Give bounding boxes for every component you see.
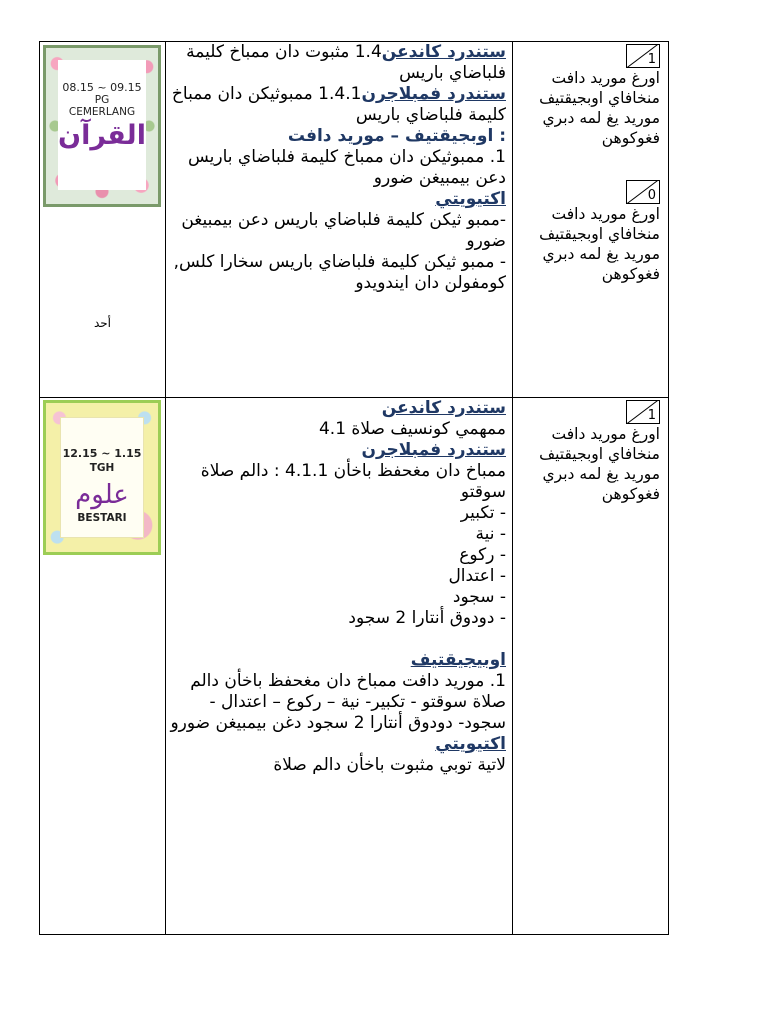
content-line: - تكبير xyxy=(460,503,506,523)
lesson-row-1 xyxy=(40,42,669,398)
slot-time: 08.15 ~ 09.15 xyxy=(62,81,142,94)
content-standard-heading: ستندرد كاندعن xyxy=(381,398,506,418)
learning-standard-heading: ستندرد فمبلاجرن xyxy=(361,440,506,460)
student-count-box: 1 xyxy=(626,44,660,68)
content-line: - سجود xyxy=(452,587,506,607)
slot-tag: CEMERLANG xyxy=(68,106,136,118)
content-line: - ممبو ثيكن كليمة فلباضاي باريس سخارا كلس, كومفولن دان ايندويدو xyxy=(173,252,506,293)
reflection-text: اورغ موريد دافت منخافاي اوبجيقتيف موريد يغ لمه دبري فغوكوهن xyxy=(539,69,660,147)
content-line: لاتية توبي مثبوت باخأن دالم صلاة xyxy=(273,755,506,775)
slot-period: PG xyxy=(94,94,110,106)
slot-time: 12.15 ~ 1.15 xyxy=(62,447,142,460)
lesson-row-2 xyxy=(40,398,669,935)
activity-heading: اكتيويتي xyxy=(435,189,506,209)
rose-frame-image xyxy=(43,45,161,207)
student-count-box: 0 xyxy=(626,180,660,204)
content-line: ممهمي كونسيف صلاة 4.1 xyxy=(318,419,506,439)
slot-tag: BESTARI xyxy=(77,512,127,524)
activity-heading: اكتيويتي xyxy=(435,734,506,754)
objective-heading: اوبيجيقتيف xyxy=(410,650,506,670)
time-cell xyxy=(40,42,166,398)
lesson-content xyxy=(166,42,513,398)
reflection-text: اورغ موريد دافت منخافاي اوبجيقتيف موريد يغ لمه دبري فغوكوهن xyxy=(539,205,660,283)
content-line: - دودوق أنتارا 2 سجود xyxy=(348,608,506,628)
objective-heading: : اوبجيقتيف – موريد دافت xyxy=(287,126,506,146)
time-cell xyxy=(40,398,166,935)
content-line: -ممبو ثيكن كليمة فلباضاي باريس دعن بيمبيغن ضورو xyxy=(181,210,506,251)
slot-period: TGH xyxy=(89,462,115,474)
content-line: ستندرد كاندعن1.4 مثبوت دان ممباخ كليمة فلباضاي باريس xyxy=(186,42,506,83)
content-line: ممباخ دان مغحفظ باخأن 4.1.1 : دالم صلاة سوقتو xyxy=(200,461,506,502)
day-label: أحد xyxy=(93,316,112,330)
subject-title: القرآن xyxy=(58,120,146,151)
content-line: ستندرد فمبلاجرن1.4.1 ممبوثيكن دان ممباخ كليمة فلباضاي باريس xyxy=(171,84,506,125)
reflection-cell xyxy=(513,42,669,398)
reflection-text: اورغ موريد دافت منخافاي اوبجيقتيف موريد يغ لمه دبري فغوكوهن xyxy=(539,425,660,503)
lesson-content xyxy=(166,398,513,935)
flower-frame-image xyxy=(43,400,161,555)
content-line: - نية xyxy=(475,524,506,544)
content-line: 1. موريد دافت ممباخ دان مغحفظ باخأن دالم صلاة سوقتو - تكبير- نية – ركوع – اعتدال - سجود- دودوق أنتارا 2 سجود دغن بيمبيغن ضورو xyxy=(170,671,506,733)
content-line: - ركوع xyxy=(459,545,506,565)
reflection-cell xyxy=(513,398,669,935)
blank-line xyxy=(170,629,506,650)
lesson-plan-table xyxy=(39,41,669,935)
subject-title: علوم xyxy=(75,480,129,510)
student-count-box: 1 xyxy=(626,400,660,424)
content-line: - اعتدال xyxy=(448,566,506,586)
content-line: 1. ممبوثيكن دان ممباخ كليمة فلباضاي باريس دعن بيمبيغن ضورو xyxy=(188,147,506,188)
